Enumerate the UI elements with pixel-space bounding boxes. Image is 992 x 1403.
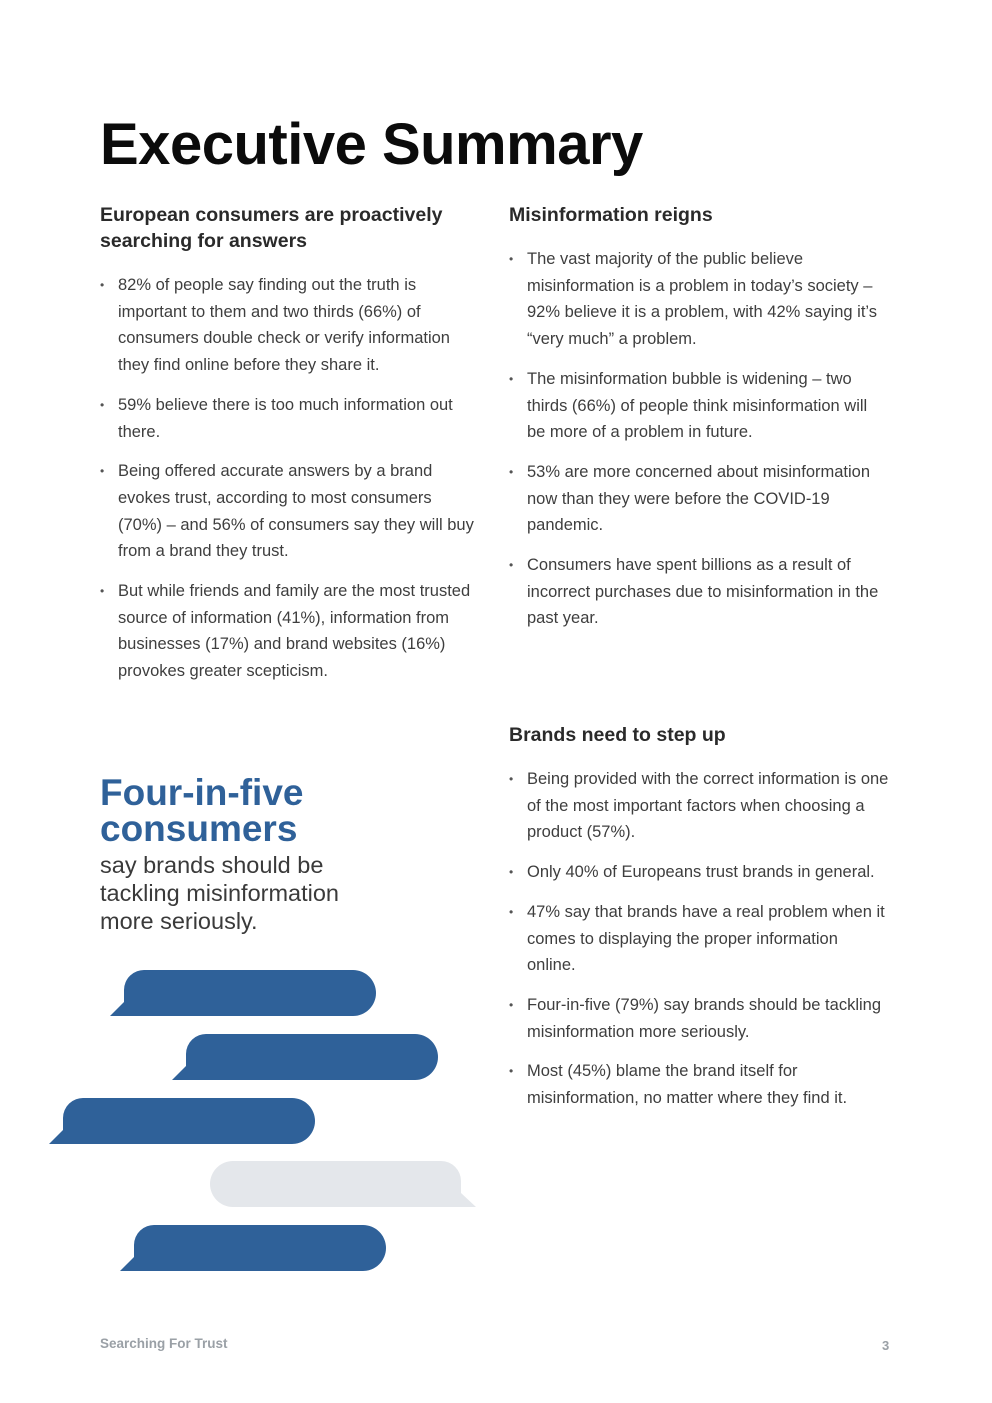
- bullet-list-misinformation: [509, 246, 889, 632]
- footer-page-number: 3: [882, 1338, 890, 1353]
- chat-bubble-4: [210, 1161, 476, 1207]
- list-item: • The misinformation bubble is widening – two thirds (66%) of people think misinformation will be more of a problem in future.: [509, 366, 889, 446]
- chat-bubble-1: [110, 970, 376, 1016]
- bullet-list-answers: [100, 272, 478, 685]
- list-item: • 47% say that brands have a real problem when it comes to displaying the proper information online.: [509, 899, 889, 979]
- list-item: • Consumers have spent billions as a result of incorrect purchases due to misinformation in the past year.: [509, 552, 889, 632]
- list-item: • Being provided with the correct information is one of the most important factors when choosing a product (57%).: [509, 766, 889, 846]
- page-title: Executive Summary: [100, 112, 643, 177]
- callout-subtext: say brands should be tackling misinformation more seriously.: [100, 852, 340, 934]
- footer-doc-title: Searching For Trust: [100, 1336, 228, 1351]
- list-item: • Being offered accurate answers by a brand evokes trust, according to most consumers (70%) – and 56% of consumers say they will buy from a brand they trust.: [100, 458, 478, 565]
- section-heading-answers: European consumers are proactively searching for answers: [100, 204, 443, 252]
- callout-headline-line2: consumers: [100, 808, 298, 849]
- section-heading-misinformation: Misinformation reigns: [509, 204, 713, 226]
- chat-bubble-5: [120, 1225, 386, 1271]
- list-item: • 59% believe there is too much information out there.: [100, 392, 478, 445]
- section-heading-brands: Brands need to step up: [509, 724, 726, 746]
- callout-headline: [100, 772, 480, 849]
- chat-bubble-3: [49, 1098, 315, 1144]
- list-item: • Only 40% of Europeans trust brands in general.: [509, 859, 889, 886]
- list-item: • Four-in-five (79%) say brands should be tackling misinformation more seriously.: [509, 992, 889, 1045]
- callout-headline-line1: Four-in-five: [100, 772, 304, 813]
- left-column: [100, 202, 478, 698]
- list-item: • But while friends and family are the most trusted source of information (41%), information from businesses (17%) and brand websites (16%) provokes greater scepticism.: [100, 578, 478, 685]
- chat-bubbles-icon: [0, 960, 500, 1280]
- callout-stat: [100, 772, 480, 935]
- right-column-top: [509, 202, 889, 645]
- chat-bubbles-illustration: [0, 960, 500, 1285]
- bullet-list-brands: [509, 766, 889, 1112]
- list-item: • 82% of people say finding out the truth is important to them and two thirds (66%) of consumers double check or verify information they find online before they share it.: [100, 272, 478, 379]
- right-column-bottom: [509, 722, 889, 1125]
- chat-bubble-2: [172, 1034, 438, 1080]
- list-item: • Most (45%) blame the brand itself for misinformation, no matter where they find it.: [509, 1058, 889, 1111]
- list-item: • The vast majority of the public believe misinformation is a problem in today’s society – 92% believe it is a problem, with 42% saying it’s “very much” a problem.: [509, 246, 889, 353]
- list-item: • 53% are more concerned about misinformation now than they were before the COVID-19 pandemic.: [509, 459, 889, 539]
